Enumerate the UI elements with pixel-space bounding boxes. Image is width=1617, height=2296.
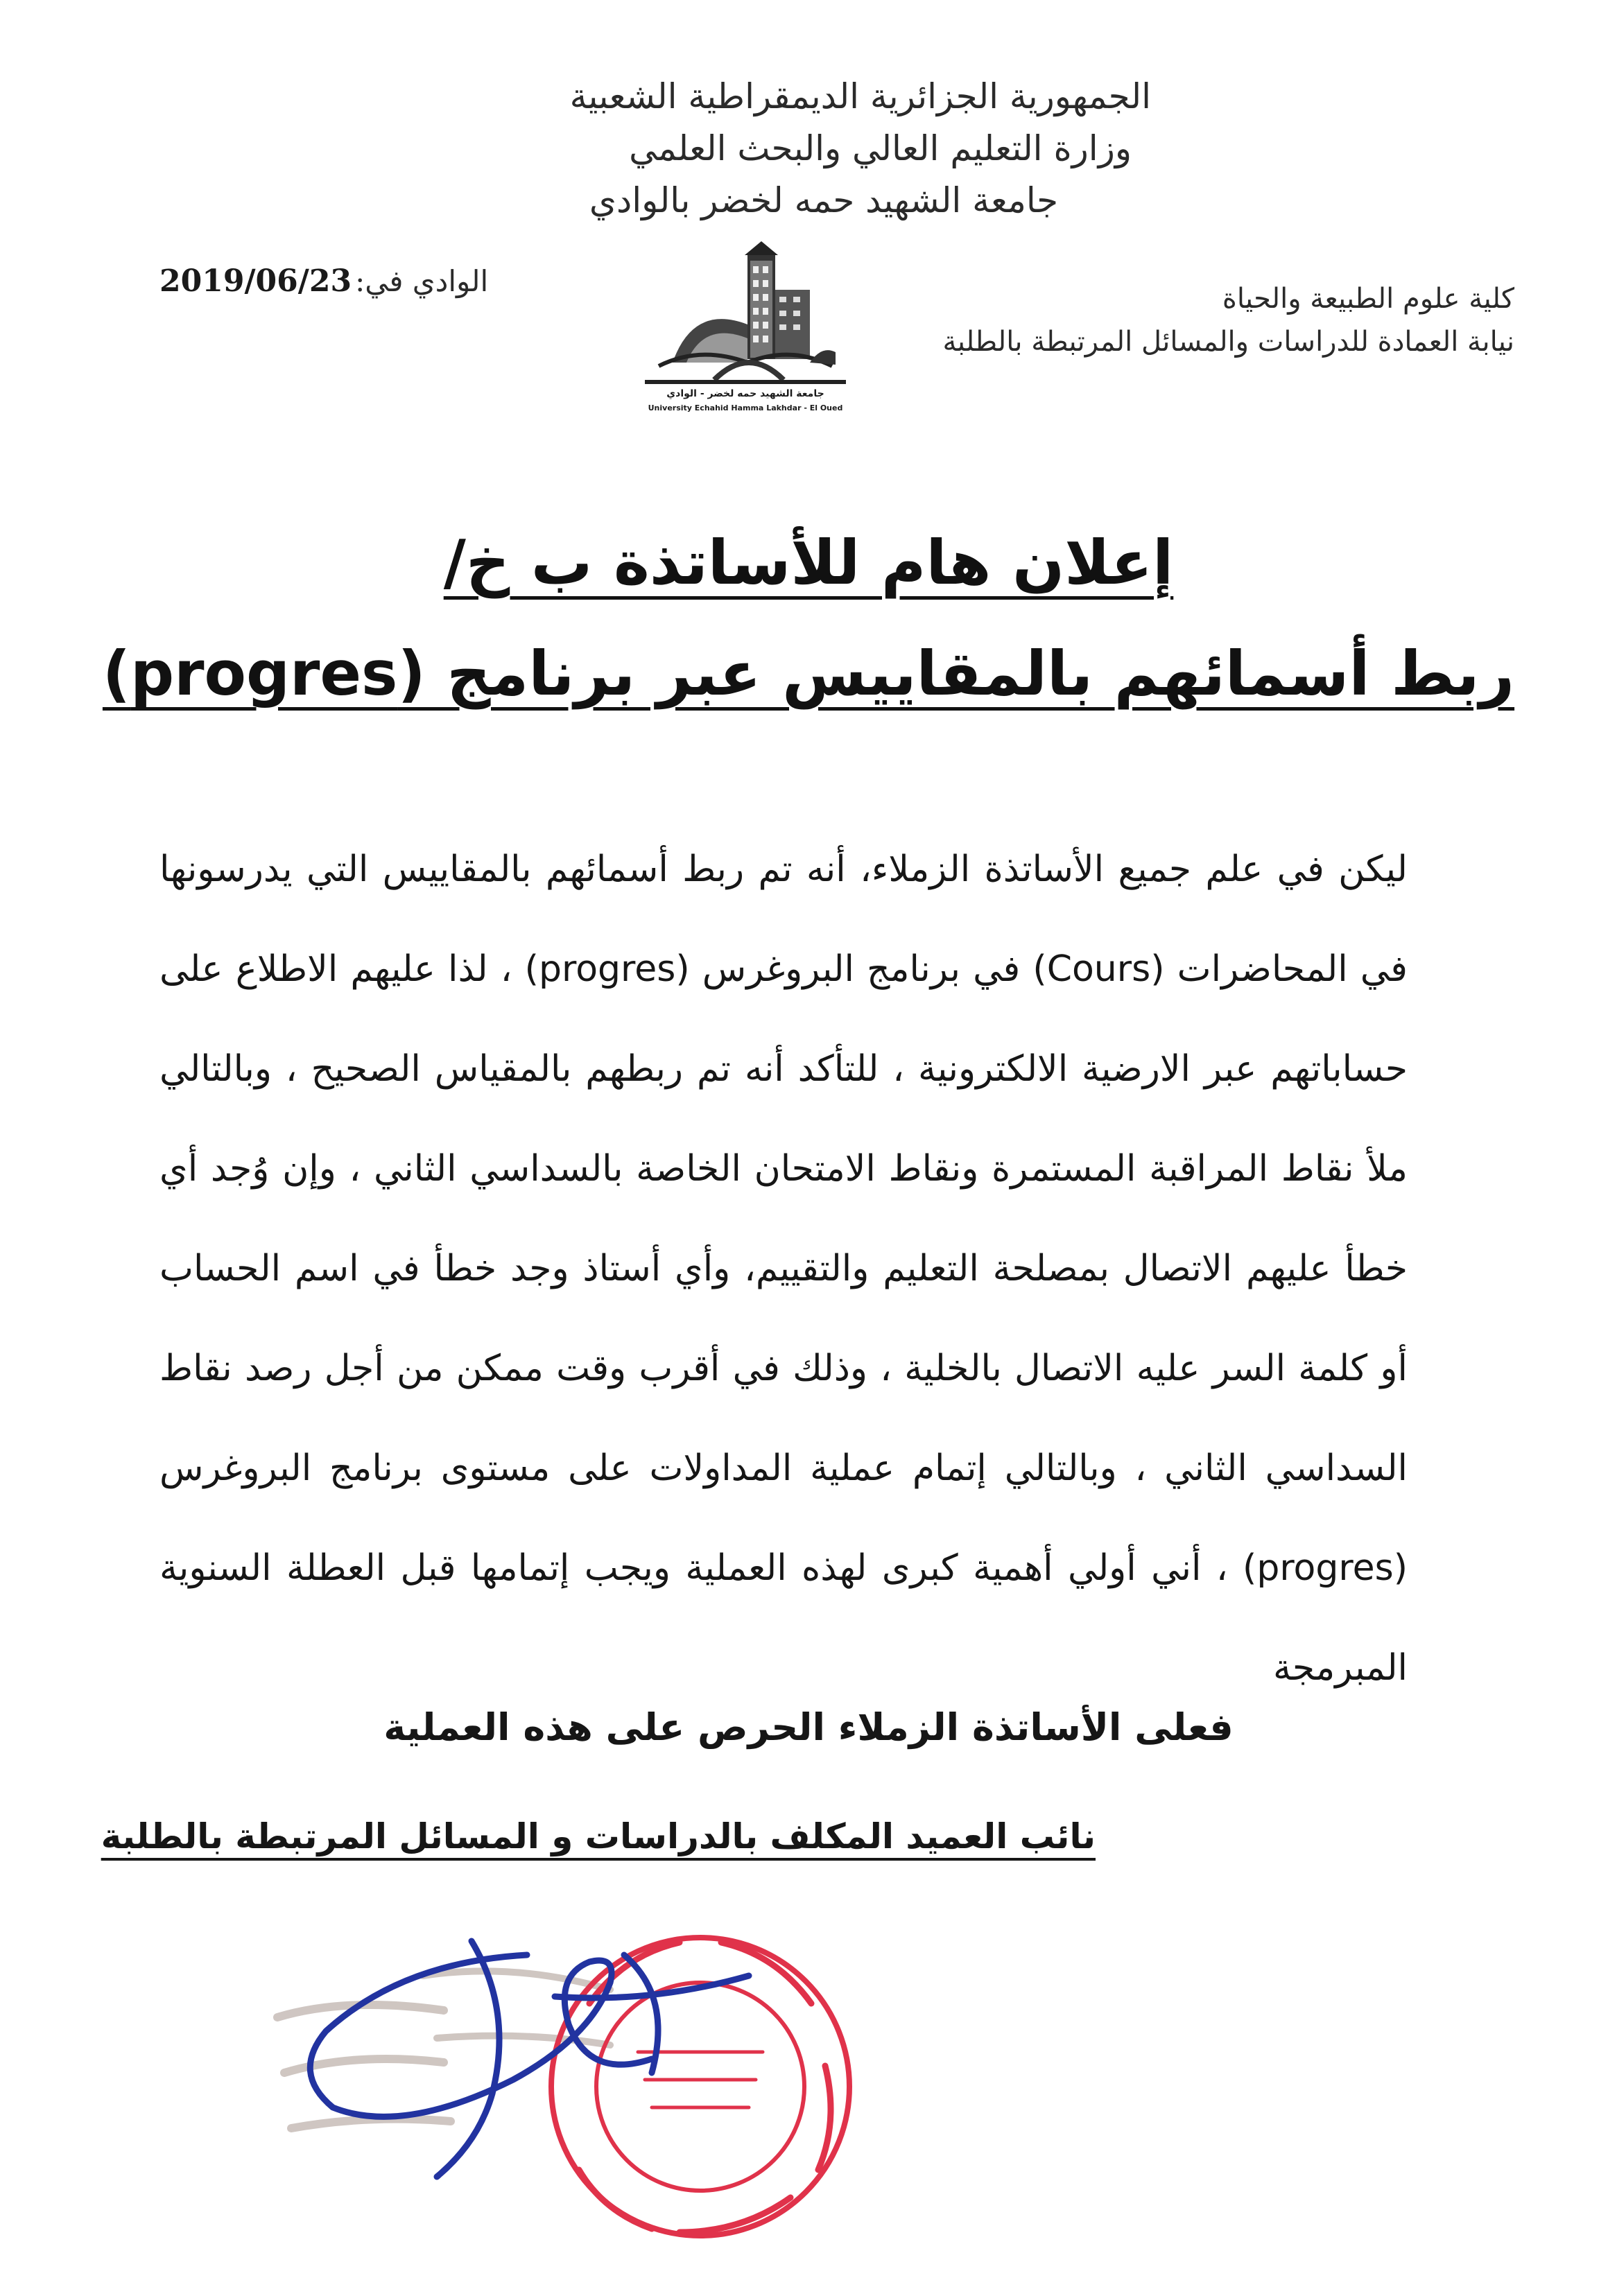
- signatory-text: نائب العميد المكلف بالدراسات و المسائل المرتبطة بالطلبة: [101, 1816, 1096, 1856]
- date-value: 2019/06/23: [159, 263, 352, 299]
- signature-area: [263, 1913, 874, 2260]
- logo-arabic-caption: جامعة الشهيد حمه لخضر - الوادي: [666, 388, 824, 399]
- title-line-1: إعلان هام للأساتذة ب خ/: [443, 527, 1174, 598]
- date-label: الوادي في:: [355, 264, 489, 298]
- closing-statement: فعلى الأساتذة الزملاء الحرص على هذه العملية: [383, 1705, 1234, 1749]
- stamp-and-signature: [263, 1913, 874, 2260]
- republic-name: الجمهورية الجزائرية الديمقراطية الشعبية: [569, 76, 1151, 116]
- university-name: جامعة الشهيد حمه لخضر بالوادي: [589, 180, 1058, 220]
- faculty-office: نيابة العمادة للدراسات والمسائل المرتبطة بالطلبة: [942, 326, 1514, 358]
- logo-latin-caption: University Echahid Hamma Lakhdar - El Oued: [648, 403, 843, 412]
- announcement-title: [0, 527, 1617, 598]
- announcement-body: ليكن في علم جميع الأساتذة الزملاء، أنه تم ربط أسمائهم بالمقاييس التي يدرسونها في المحاضرات (Cours) في برنامج البروغرس (progres) ، لذا عليهم الاطلاع على حساباتهم عبر الارضية الالكترونية ، للتأكد أنه تم ربطهم بالمقياس الصحيح ، وبالتالي ملأ نقاط المراقبة المستمرة ونقاط الامتحان الخاصة بالسداسي الثاني ، وإن وُجد أي خطأ عليهم الاتصال بمصلحة التعليم والتقييم، وأي أستاذ وجد خطأ في اسم الحساب أو كلمة السر عليه الاتصال بالخلية ، وذلك في أقرب وقت ممكن من أجل رصد نقاط السداسي الثاني ، وبالتالي إتمام عملية المداولات على مستوى برنامج البروغرس (progres) ، أني أولي أهمية كبرى لهذه العملية ويجب إتمامها قبل العطلة السنوية المبرمجة: [159, 849, 1408, 1689]
- official-round-stamp-icon: [551, 1938, 849, 2236]
- signatory-title: [101, 1816, 1096, 1856]
- university-logo: [645, 241, 846, 421]
- announcement-subtitle: [0, 638, 1617, 709]
- university-logo-icon: [645, 241, 846, 387]
- document-date: [159, 263, 576, 312]
- title-line-2: ربط أسمائهم بالمقاييس عبر برنامج (progres): [102, 638, 1515, 709]
- ministry-name: وزارة التعليم العالي والبحث العلمي: [629, 128, 1132, 168]
- faculty-name: كلية علوم الطبيعة والحياة: [1222, 283, 1514, 315]
